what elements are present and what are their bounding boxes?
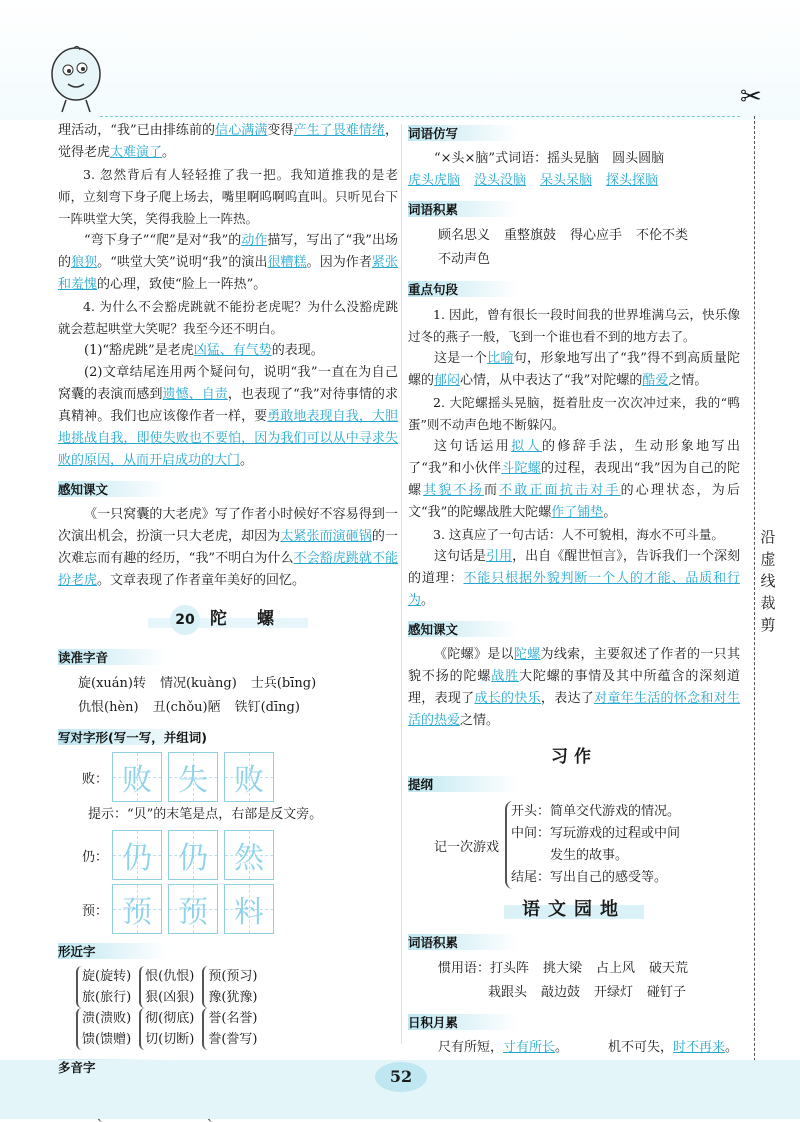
similar-characters: 旋(旋转) 旅(旅行) 溃(溃败) 馈(馈赠) 恨(仇恨) 狠(凶狠) 彻(彻底) 切(切断) 预(预习) 豫(犹豫) 誉(名誉) 誊(誊写) bbox=[58, 966, 398, 1050]
paragraph: 理活动，“我”已由排练前的信心满满变得产生了畏难情绪，觉得老虎太难演了。 bbox=[58, 123, 398, 160]
lesson-title: 20 陀 螺 bbox=[58, 604, 398, 638]
analysis-paragraph: (2)文章结尾连用两个疑问句，说明“我”一直在为自己窝囊的表演而感到遗憾、自责，也表现了“我”对待事情的求真精神。我们也应该像作者一样，要勇敢地表现自我，大胆地挑战自我，即使失败也不要怕，因为我们可以从中寻求失败的原因，从而开启成功的大门。 bbox=[58, 365, 398, 468]
composition-outline: 记一次游戏 开头：简单交代游戏的情况。 中间：写玩游戏的过程或中间 发生的故事。 结尾：写出自己的感受等。 bbox=[408, 801, 740, 889]
section-header: 词语仿写 bbox=[408, 122, 740, 144]
quoted-sentence: 1. 因此，曾有很长一段时间我的世界堆满乌云，快乐像过冬的燕子一般，飞到一个谁也看不到的地方去了。 bbox=[408, 307, 740, 344]
writing-grid-row: 败： 败 失 败 bbox=[58, 752, 398, 802]
summary-paragraph: 《陀螺》是以陀螺为线索，主要叙述了作者的一只其貌不扬的陀螺战胜大陀螺的事情及其中所蕴含的深刻道理，表现了成长的快乐，表达了对童年生活的怀念和对生活的热爱之情。 bbox=[408, 647, 740, 728]
vocab-row: 不动声色 bbox=[438, 252, 491, 267]
writing-box: 仍 bbox=[168, 830, 218, 880]
section-header: 提纲 bbox=[408, 773, 740, 795]
writing-box: 预 bbox=[168, 884, 218, 934]
quoted-sentence: 4. 为什么不会豁虎跳就不能扮老虎呢？为什么没豁虎跳就会惹起哄堂大笑呢？我至今还不明白。 bbox=[58, 299, 398, 336]
section-header: 读准字音 bbox=[58, 646, 398, 668]
composition-title: 习作 bbox=[551, 747, 597, 767]
writing-box: 料 bbox=[224, 884, 274, 934]
mascot-illustration bbox=[46, 44, 106, 114]
writing-box: 败 bbox=[112, 752, 162, 802]
writing-box: 败 bbox=[224, 752, 274, 802]
section-header: 写对字形(写一写，并组词) bbox=[58, 730, 207, 745]
section-header: 多音字 bbox=[58, 1056, 398, 1078]
writing-box: 然 bbox=[224, 830, 274, 880]
writing-grid-row: 预： 预 预 料 bbox=[58, 884, 398, 934]
imitation-intro: “×头×脑”式词语：摇头晃脑 圆头圆脑 bbox=[434, 151, 665, 166]
page-number: 52 bbox=[375, 1062, 427, 1092]
imitation-answers: 虎头虎脑 没头没脑 呆头呆脑 探头探脑 bbox=[408, 173, 659, 188]
section-header: 形近字 bbox=[58, 940, 398, 962]
left-column bbox=[58, 120, 398, 1122]
pinyin-row: 旋(xuán)转 情况(kuàng) 士兵(bīng) bbox=[78, 676, 317, 691]
page-header-background bbox=[0, 0, 800, 120]
vocab-row: 顾名思义 重整旗鼓 得心应手 不伦不类 bbox=[438, 228, 689, 243]
quoted-sentence: 3. 忽然背后有人轻轻推了我一把。我知道推我的是老师，立刻弯下身子爬上场去，嘴里啊呜啊呜直叫。只听见台下一阵哄堂大笑，笑得我脸上一阵热。 bbox=[58, 167, 398, 226]
section-header: 词语积累 bbox=[408, 931, 740, 953]
section-header: 感知课文 bbox=[58, 478, 398, 500]
right-column bbox=[408, 120, 740, 1107]
scissors-icon: ✂ bbox=[740, 82, 762, 112]
cut-dashed-line bbox=[754, 116, 755, 1096]
header-dashed-line bbox=[100, 116, 740, 117]
writing-box: 仍 bbox=[112, 830, 162, 880]
quoted-sentence: 3. 这真应了一句古话：人不可貌相，海水不可斗量。 bbox=[433, 527, 724, 542]
idiom-row: 栽跟头 敲边鼓 开绿灯 碰钉子 bbox=[488, 985, 687, 1000]
column-divider bbox=[401, 124, 402, 1044]
cut-instruction: 沿 虚 线 裁 剪 bbox=[760, 528, 776, 634]
hint-text: 提示：“贝”的末笔是点，右部是反文旁。 bbox=[88, 807, 323, 822]
proverbs: 尺有所短，寸有所长。 机不可失，时不再来。 bbox=[438, 1040, 739, 1055]
analysis-paragraph: 这句话运用拟人的修辞手法，生动形象地写出了“我”和小伙伴斗陀螺的过程，表现出“我”因为自己的陀螺其貌不扬而不敢正面抗击对手的心理状态，为后文“我”的陀螺战胜大陀螺作了铺垫。 bbox=[408, 439, 740, 520]
writing-box: 预 bbox=[112, 884, 162, 934]
writing-box: 失 bbox=[168, 752, 218, 802]
pinyin-row: 仇恨(hèn) 丑(chǒu)陋 铁钉(dīng) bbox=[78, 700, 300, 715]
analysis-paragraph: 这是一个比喻句，形象地写出了“我”得不到高质量陀螺的郁闷心情，从中表达了“我”对陀螺的酷爱之情。 bbox=[408, 351, 740, 388]
idiom-row: 惯用语：打头阵 挑大梁 占上风 破天荒 bbox=[438, 961, 689, 976]
analysis-paragraph: “弯下身子”“爬”是对“我”的动作描写，写出了“我”出场的狼狈。“哄堂大笑”说明“我”的演出很糟糕。因为作者紧张和羞愧的心理，致使“脸上一阵热”。 bbox=[58, 233, 398, 292]
section-header: 词语积累 bbox=[408, 198, 740, 220]
quoted-sentence: 2. 大陀螺摇头晃脑，挺着肚皮一次次冲过来，我的“鸭蛋”则不动声色地不断躲闪。 bbox=[408, 395, 740, 432]
analysis-paragraph: 这句话是引用，出自《醒世恒言》，告诉我们一个深刻的道理：不能只根据外貌判断一个人的才能、品质和行为。 bbox=[408, 549, 740, 608]
section-header: 感知课文 bbox=[408, 618, 740, 640]
section-header: 日积月累 bbox=[408, 1011, 740, 1033]
section-header: 重点句段 bbox=[408, 278, 740, 300]
summary-paragraph: 《一只窝囊的大老虎》写了作者小时候好不容易得到一次演出机会，扮演一只大老虎，却因为太紧张而演砸锅的一次难忘而有趣的经历，“我”不明白为什么不会豁虎跳就不能扮老虎。文章表现了作者童年美好的回忆。 bbox=[58, 507, 398, 588]
analysis-paragraph: (1)“豁虎跳”是老虎凶猛、有气势的表现。 bbox=[84, 343, 324, 358]
language-garden-title: 语文园地 bbox=[408, 895, 740, 925]
writing-grid-row: 仍： 仍 仍 然 bbox=[58, 830, 398, 880]
